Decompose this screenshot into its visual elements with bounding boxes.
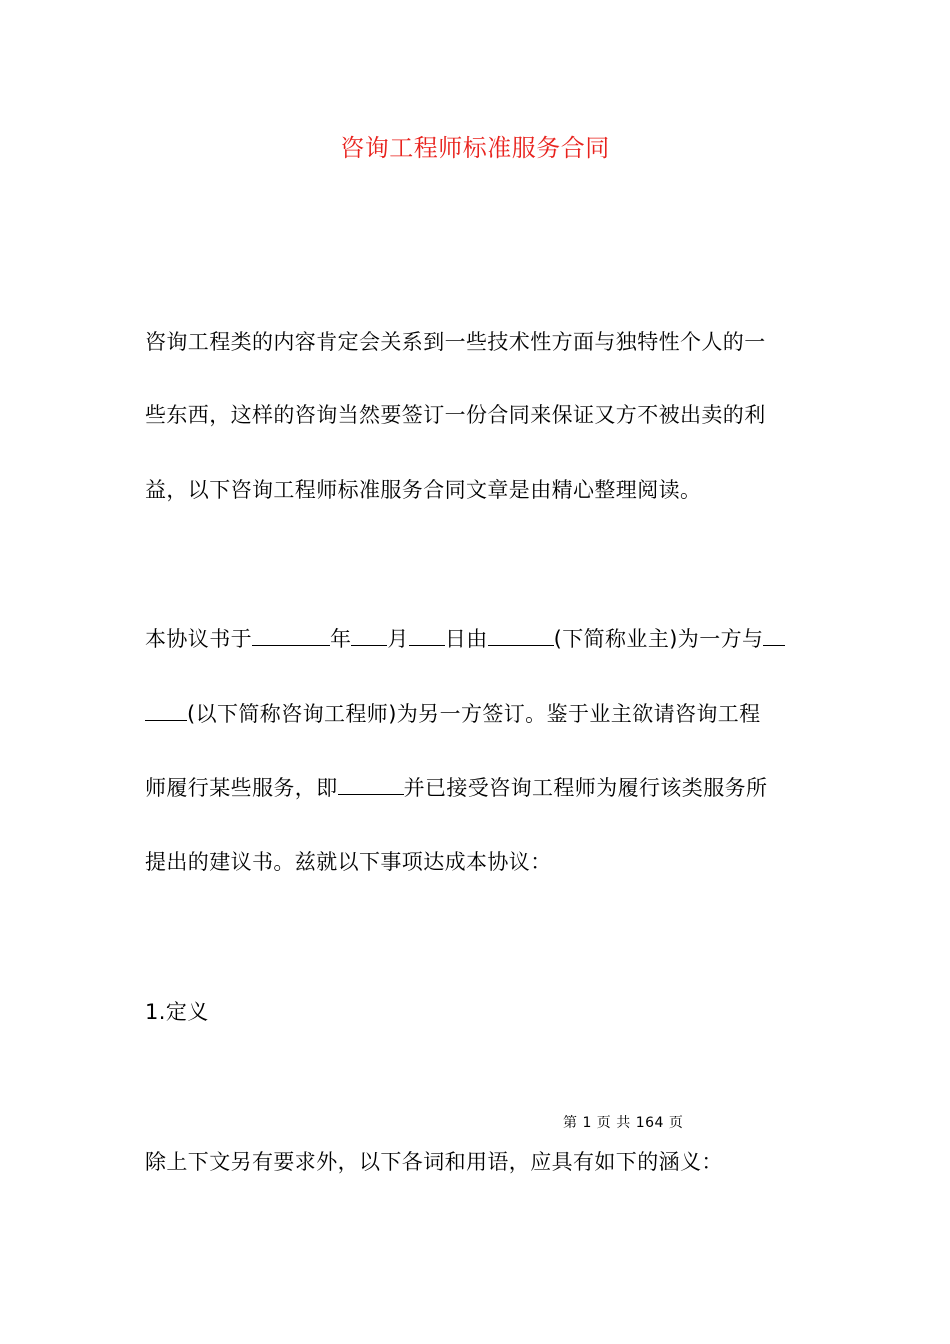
intro-line-2: 些东西，这样的咨询当然要签订一份合同来保证又方不被出卖的利	[145, 403, 766, 427]
engineer-blank-cont	[145, 700, 187, 721]
agreement-text: 师履行某些服务，即	[145, 776, 338, 800]
document-title: 咨询工程师标准服务合同	[340, 134, 610, 162]
service-blank	[338, 774, 404, 795]
agreement-line-3	[145, 774, 767, 802]
page-number: 第 1 页 共 164 页	[563, 1115, 684, 1131]
intro-line-1: 咨询工程类的内容肯定会关系到一些技术性方面与独特性个人的一	[145, 330, 766, 354]
agreement-line-1	[145, 625, 785, 653]
intro-line-3: 益，以下咨询工程师标准服务合同文章是由精心整理阅读。	[145, 478, 702, 502]
agreement-line-2	[145, 700, 761, 728]
agreement-text: 并已接受咨询工程师为履行该类服务所	[403, 776, 768, 800]
engineer-blank	[763, 625, 785, 646]
definitions-intro: 除上下文另有要求外，以下各词和用语，应具有如下的涵义：	[145, 1150, 723, 1174]
month-blank	[351, 625, 387, 646]
agreement-text: 日由	[444, 627, 488, 651]
agreement-text: 本协议书于	[145, 627, 252, 651]
agreement-text: (下简称业主)为一方与	[553, 627, 764, 651]
section-heading: 1.定义	[145, 1000, 209, 1024]
year-blank	[252, 625, 330, 646]
agreement-text: 年	[330, 627, 352, 651]
agreement-text: 月	[387, 627, 409, 651]
day-blank	[409, 625, 445, 646]
agreement-text: (以下简称咨询工程师)为另一方签订。鉴于业主欲请咨询工程	[187, 702, 761, 726]
agreement-line-4: 提出的建议书。兹就以下事项达成本协议：	[145, 850, 552, 874]
owner-blank	[488, 625, 554, 646]
